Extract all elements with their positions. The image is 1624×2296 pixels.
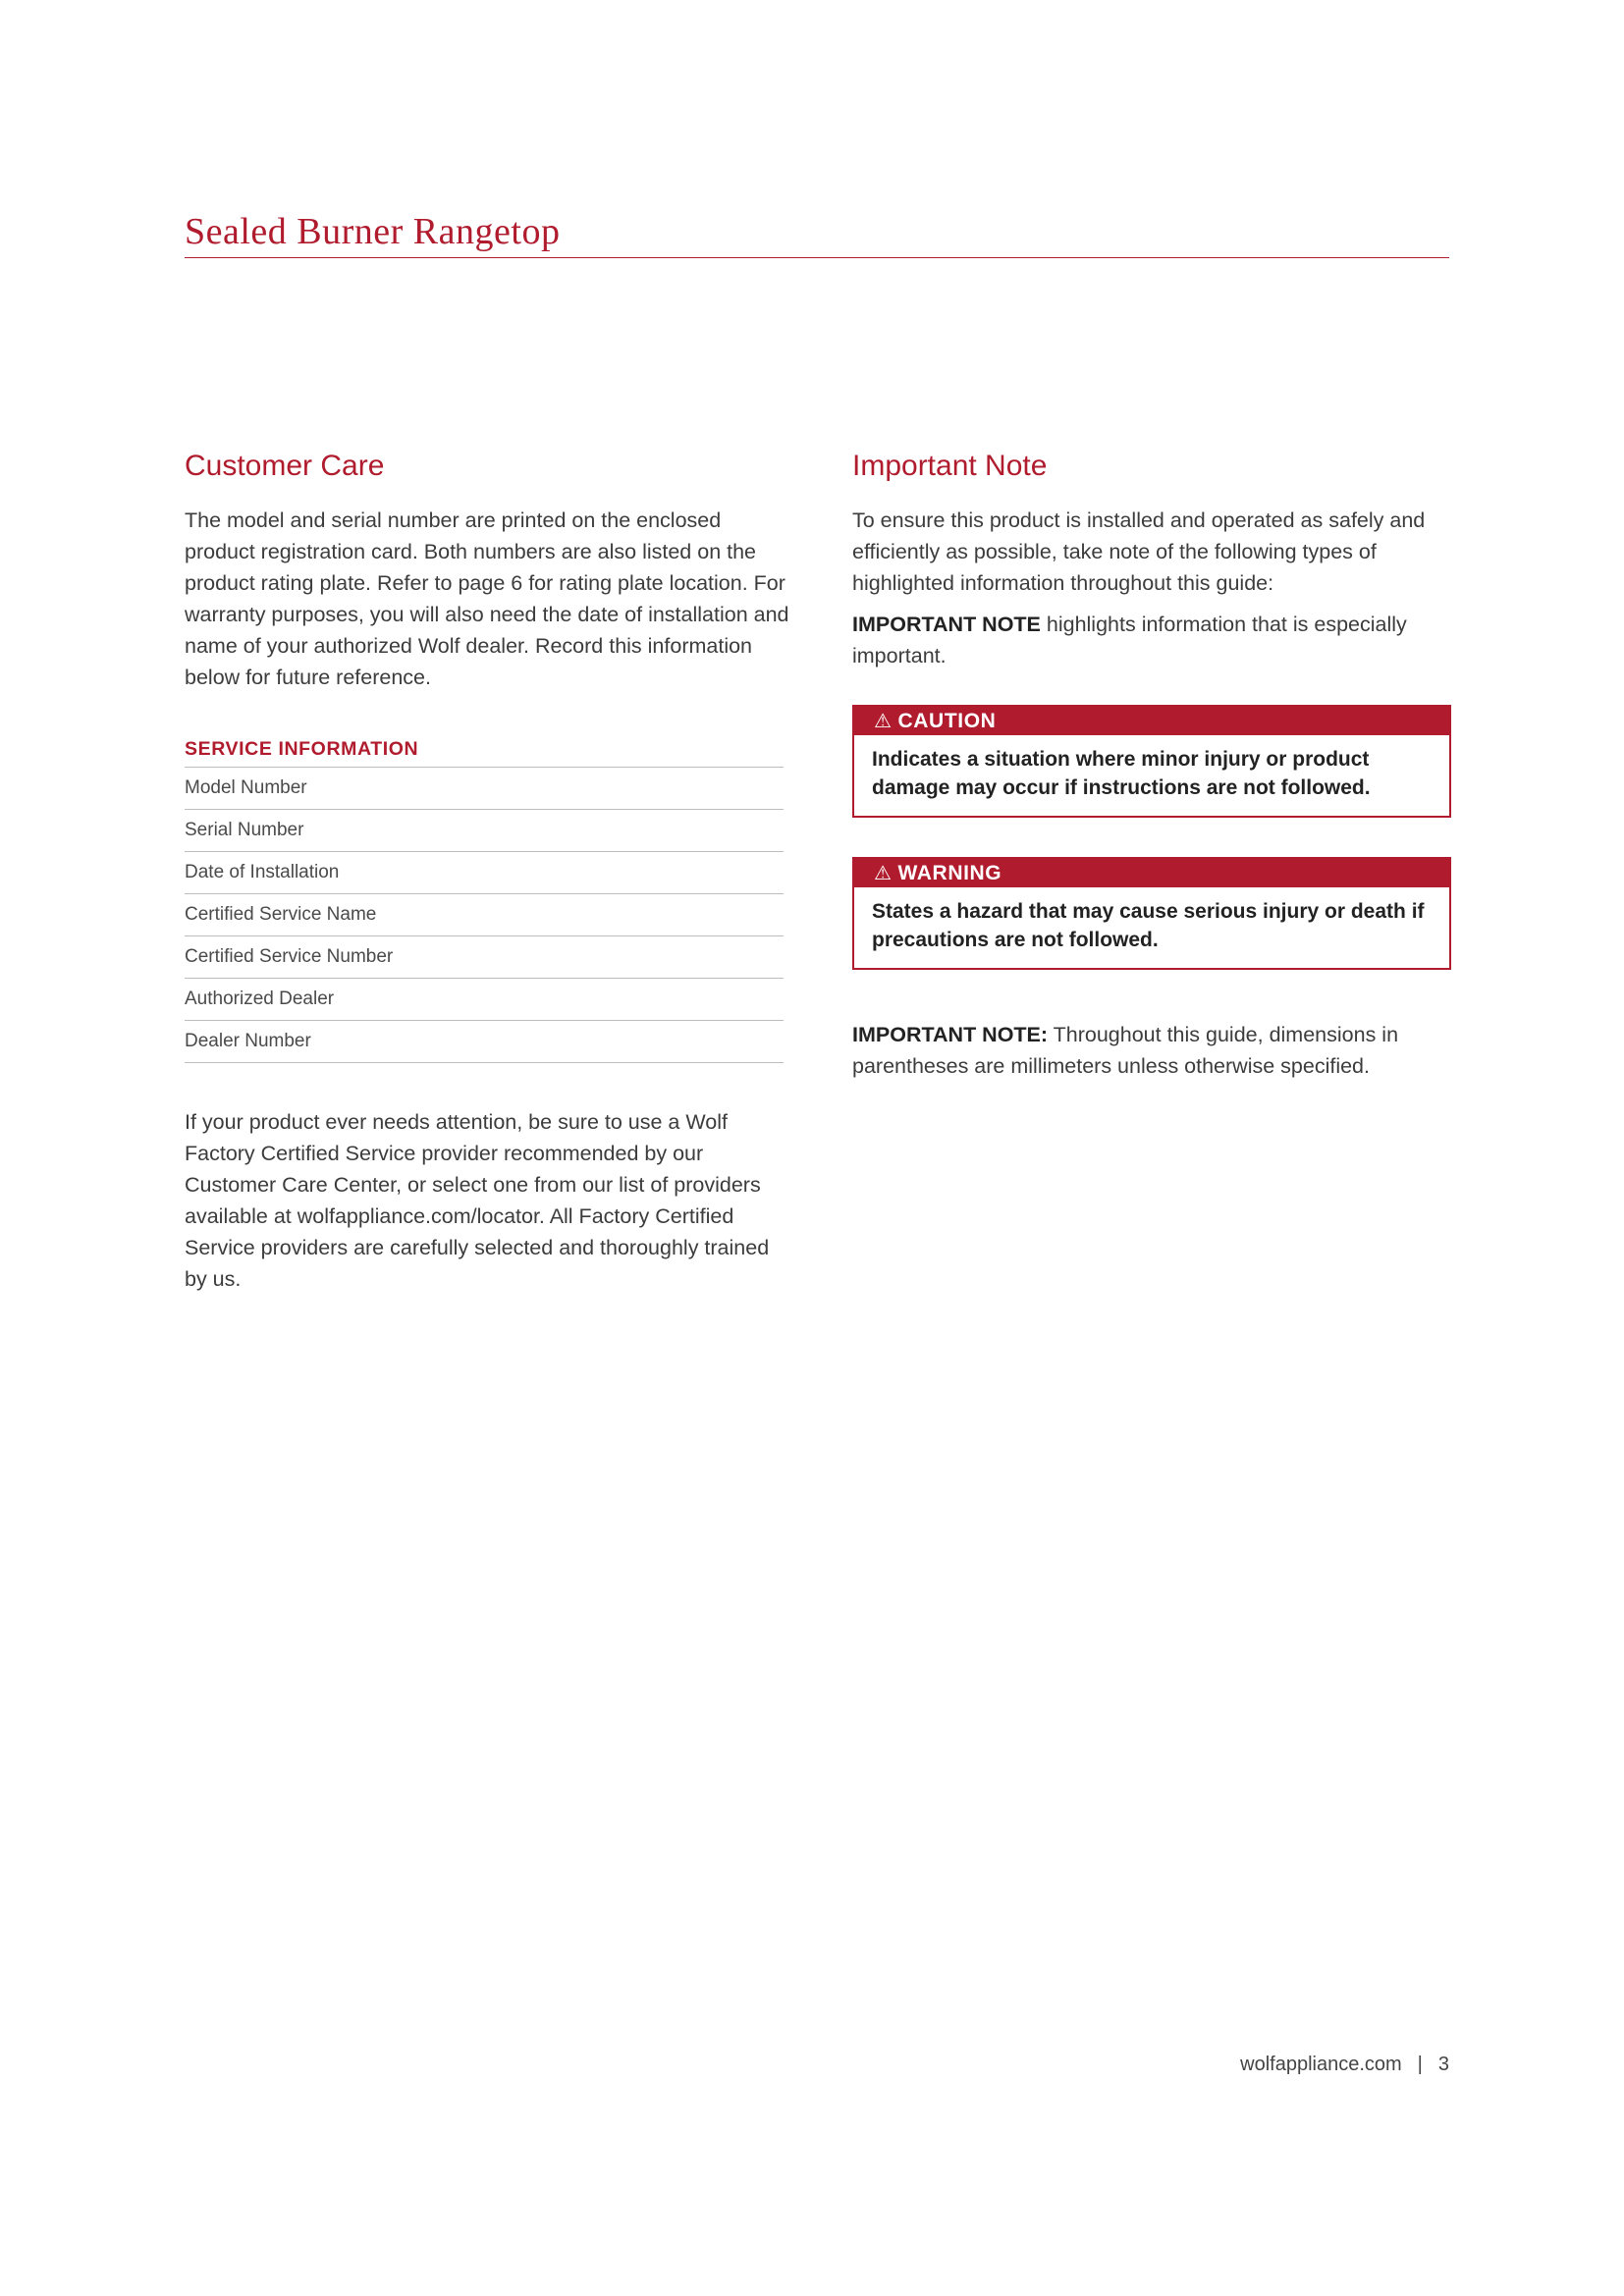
dimensions-note-label: IMPORTANT NOTE: [852, 1023, 1049, 1046]
caution-box [852, 705, 1451, 818]
certified-service-note: If your product ever needs attention, be sure to use a Wolf Factory Certified Service provider recommended by our Customer Care Center, or select one from our list of providers available at wolfappliance.com/locator. All Factory Certified Service providers are carefully selected and thoroughly trained by us. [185, 1110, 770, 1291]
warning-header [854, 859, 1449, 887]
important-note-definition-text: highlights information that is especially important. [852, 613, 1407, 667]
dimensions-note-text: Throughout this guide, dimensions in parentheses are millimeters unless otherwise specified. [852, 1023, 1399, 1078]
service-information-table [185, 768, 793, 1063]
warning-triangle-icon: ⚠ [874, 711, 893, 732]
service-row-authorized-dealer: Authorized Dealer [185, 979, 784, 1021]
important-note-heading: Important Note [852, 450, 1048, 482]
warning-label: WARNING [897, 862, 1002, 884]
customer-care-intro: The model and serial number are printed on the enclosed product registration card. Both numbers are also listed on the product rating plate. Refer to page 6 for rating plate location. For warranty purposes, you will also need the date of installation and name of your authorized Wolf dealer. Record this information below for future reference. [185, 508, 789, 689]
service-row-dealer-number: Dealer Number [185, 1021, 784, 1063]
important-note-definition [852, 609, 1461, 671]
service-information-heading: SERVICE INFORMATION [185, 738, 784, 768]
footer-separator: | [1417, 2054, 1423, 2075]
service-row-certified-service-name: Certified Service Name [185, 894, 784, 936]
important-note-label: IMPORTANT NOTE [852, 613, 1041, 636]
service-row-model-number: Model Number [185, 768, 784, 810]
customer-care-heading: Customer Care [185, 450, 385, 482]
warning-box [852, 857, 1451, 970]
page-number: 3 [1437, 2054, 1449, 2075]
service-row-certified-service-number: Certified Service Number [185, 936, 784, 979]
dimensions-note [852, 1019, 1461, 1082]
caution-header [854, 707, 1449, 735]
footer-website: wolfappliance.com [1240, 2054, 1402, 2075]
page-footer [1240, 2054, 1449, 2076]
warning-triangle-icon: ⚠ [874, 863, 893, 884]
service-row-date-of-installation: Date of Installation [185, 852, 784, 894]
caution-label: CAUTION [897, 710, 997, 732]
caution-text: Indicates a situation where minor injury or product damage may occur if instructions are not followed. [872, 748, 1371, 799]
customer-care-section [185, 450, 793, 1295]
page-title: Sealed Burner Rangetop [185, 211, 561, 252]
service-row-serial-number: Serial Number [185, 810, 784, 852]
important-note-intro: To ensure this product is installed and operated as safely and efficiently as possible, take note of the following types of highlighted information throughout this guide: [852, 508, 1426, 595]
important-note-section [852, 450, 1461, 1082]
warning-text: States a hazard that may cause serious injury or death if precautions are not followed. [872, 900, 1425, 951]
title-divider [185, 257, 1449, 258]
